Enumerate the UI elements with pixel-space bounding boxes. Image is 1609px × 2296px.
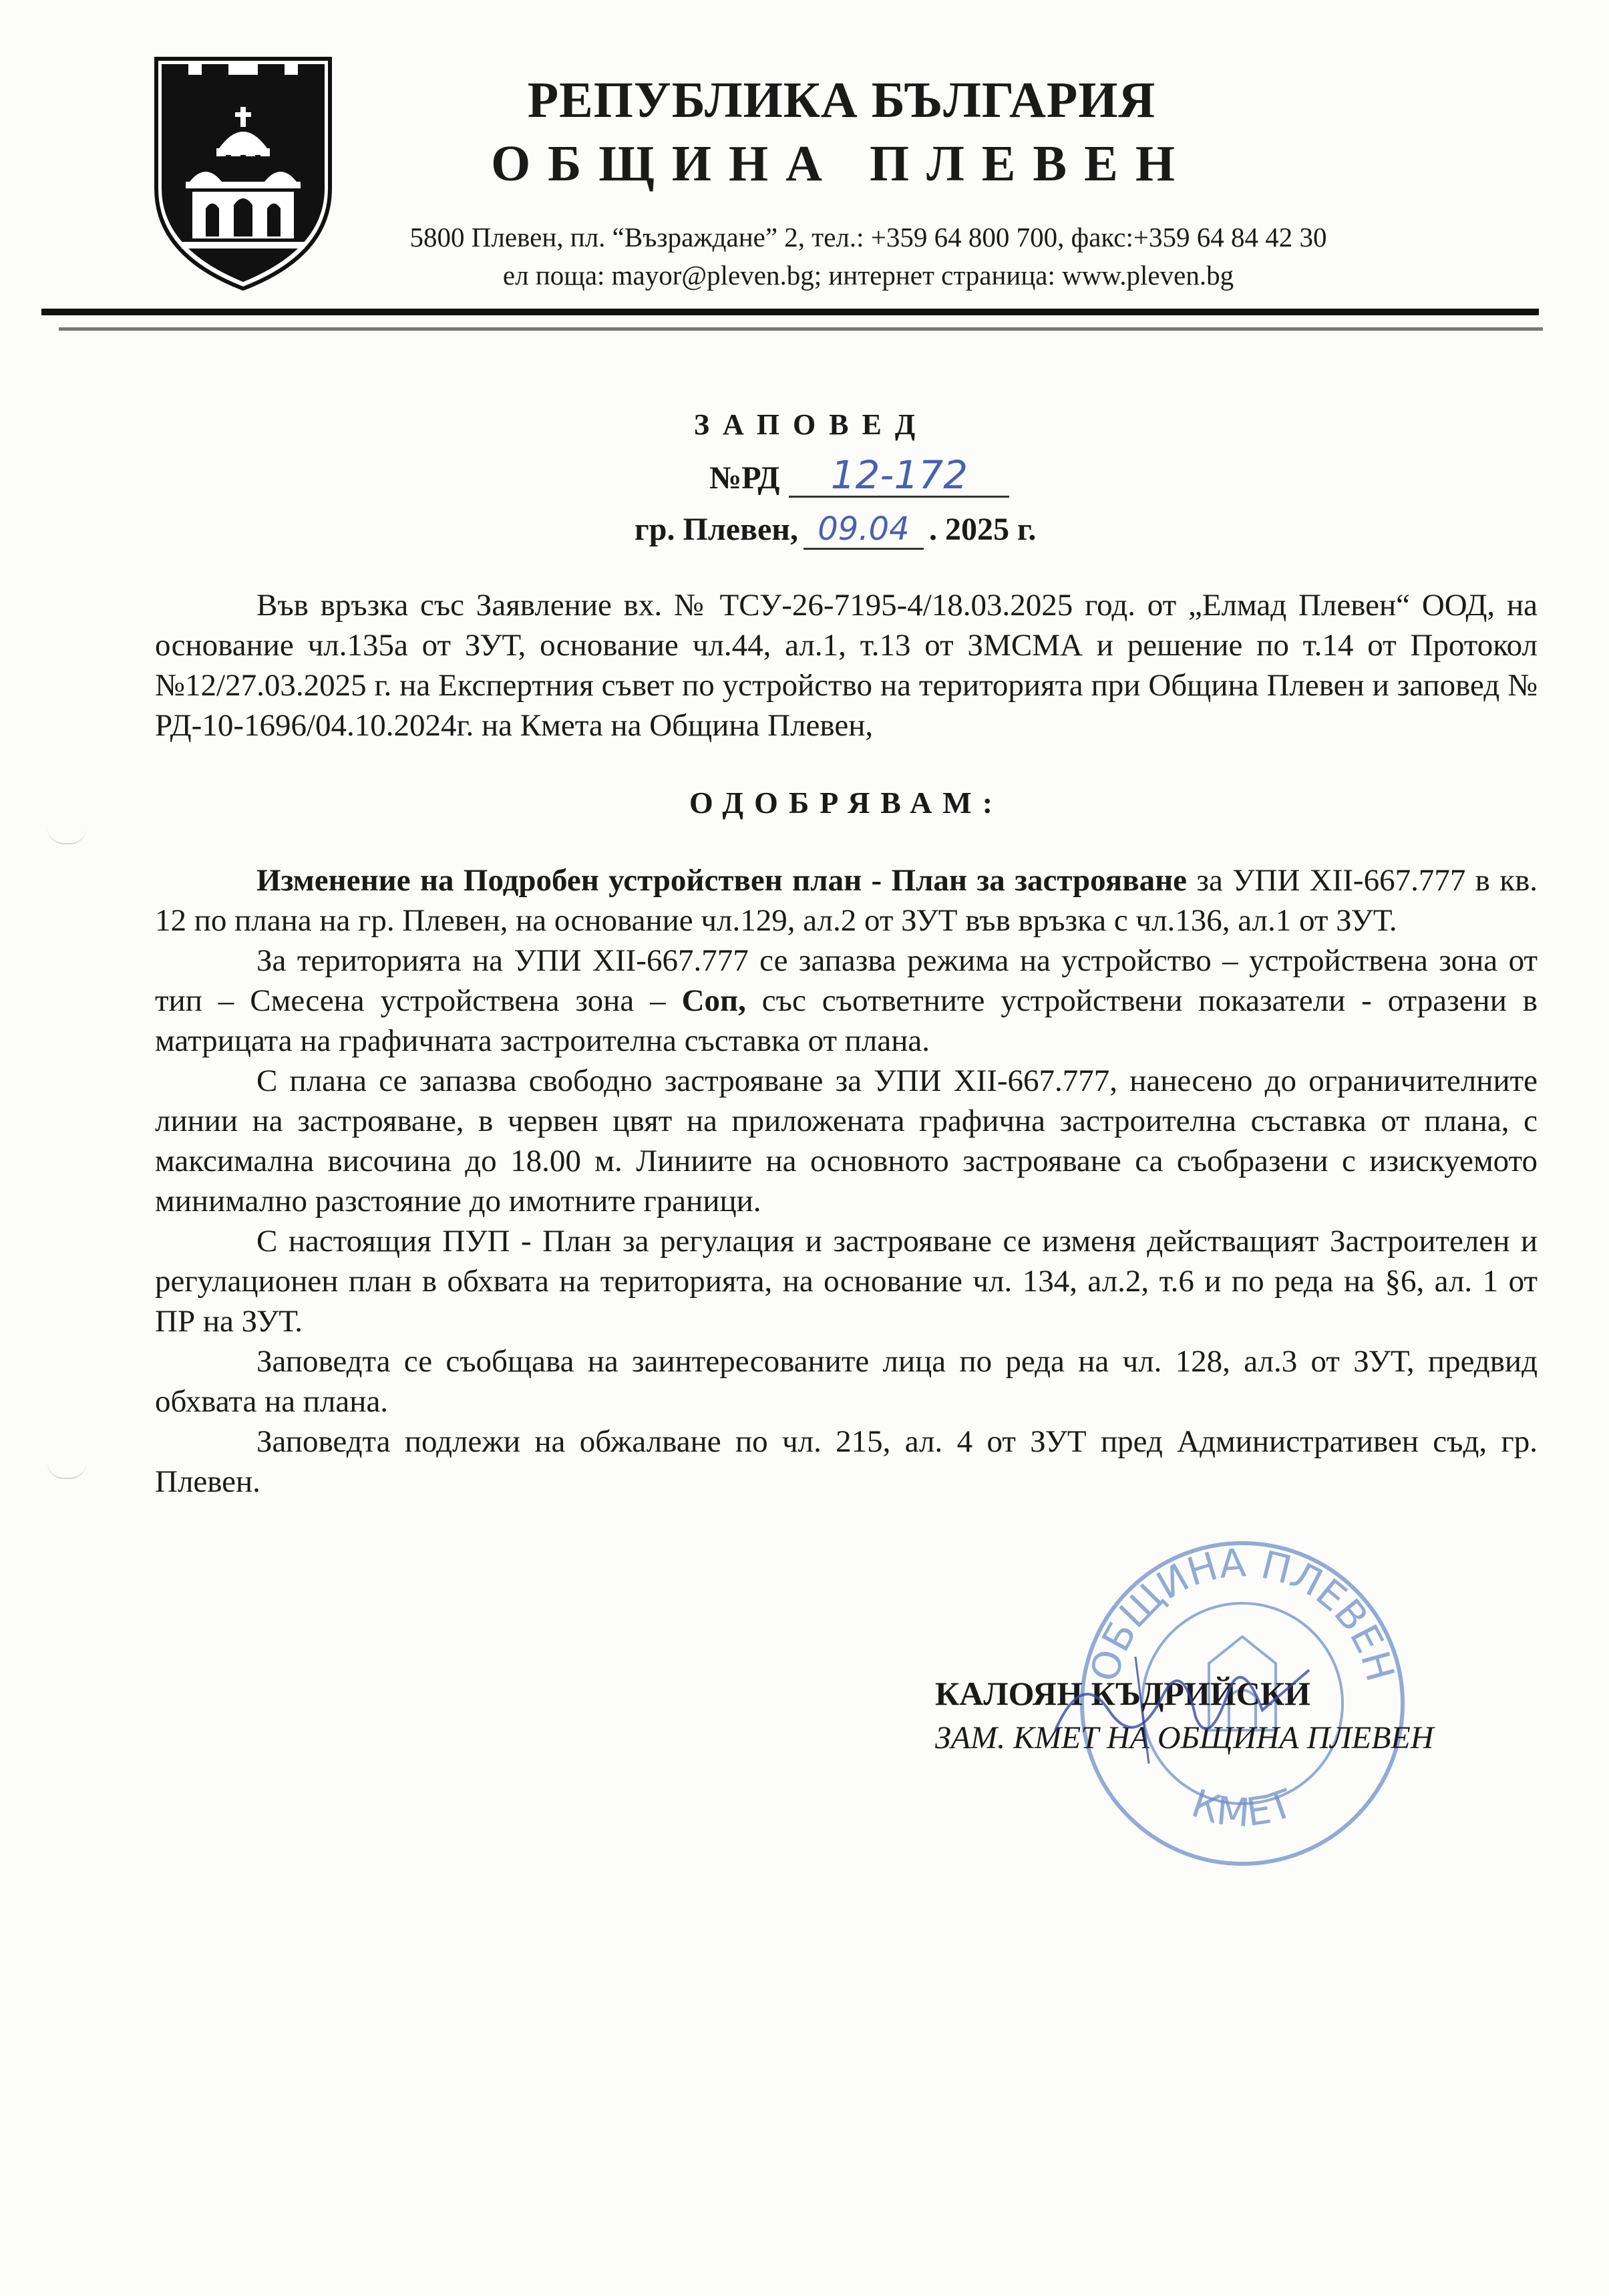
- contact-line: ел поща: mayor@pleven.bg; интернет страница: www.pleven.bg: [502, 260, 1234, 291]
- municipality-title: ОБЩИНА ПЛЕВЕН: [491, 136, 1192, 192]
- paragraph-2: [155, 941, 1538, 1061]
- republic-title: РЕПУБЛИКА БЪЛГАРИЯ: [527, 72, 1156, 128]
- signatory-title: ЗАМ. КМЕТ НА ОБЩИНА ПЛЕВЕН: [935, 1720, 1434, 1756]
- order-date: [635, 506, 1036, 553]
- paragraph-1: [155, 860, 1538, 941]
- address-line: 5800 Плевен, пл. “Възраждане” 2, тел.: +359 64 800 700, факс:+359 64 84 42 30: [409, 222, 1327, 253]
- order-number: [709, 454, 1009, 501]
- order-date-suffix: . 2025 г.: [928, 512, 1037, 547]
- paragraph-1-rest: за УПИ XII-667.777 в кв. 12 по плана на гр. Плевен, на основание чл.129, ал.2 от ЗУТ във връзка с чл.136, ал.1 от ЗУТ.: [155, 863, 1538, 938]
- paragraph-5: Заповедта се съобщава на заинтересованите лица по реда на чл. 128, ал.3 от ЗУТ, предвид обхвата на плана.: [155, 1344, 1538, 1419]
- paragraph-2-bold: Соп,: [681, 983, 746, 1018]
- paragraph-6: Заповедта подлежи на обжалване по чл. 215, ал. 4 от ЗУТ пред Административен съд, гр. Плевен.: [155, 1424, 1538, 1499]
- header-divider-thin: [59, 327, 1543, 331]
- header-divider-thick: [41, 309, 1539, 315]
- handwritten-signature-icon: [1029, 1630, 1363, 1777]
- order-heading: ЗАПОВЕД: [693, 408, 929, 441]
- intro-paragraph: Във връзка със Заявление вх. № ТСУ-26-7195-4/18.03.2025 год. от „Елмад Плевен“ ООД, на основание чл.135а от ЗУТ, основание чл.44, ал.1, т.13 от ЗМСМА и решение по т.14 от Протокол №12/27.03.2025 г. на Експертния съвет по устройство на територията при Община Плевен и заповед № РД-10-1696/04.10.2024г. на Кмета на Община Плевен,: [155, 588, 1538, 743]
- paragraph-2-start: За територията на УПИ XII-667.777 се запазва режима на устройство – устройствена зона от тип – Смесена устройствена зона –: [155, 943, 1538, 1018]
- approve-heading: ОДОБРЯВАМ:: [689, 786, 1004, 820]
- paragraph-3: С плана се запазва свободно застрояване за УПИ XII-667.777, нанесено до ограничителните линии на застрояване, в червен цвят на приложената графична застроителна съставка от плана, с максимална височина до 18.00 м. Линиите на основното застрояване са съобразени с изискуемото минимално разстояние до имотните граници.: [155, 1063, 1538, 1218]
- punch-hole-mark: [47, 1462, 87, 1479]
- paragraph-2-end: със съответните устройствени показатели - отразени в матрицата на графичната застроителна съставка от плана.: [155, 983, 1538, 1058]
- order-number-prefix: №РД: [709, 460, 780, 496]
- order-body: [155, 585, 1538, 1502]
- stamp-text-bottom: КМЕТ: [1186, 1780, 1299, 1836]
- stamp-text-top: ОБЩИНА ПЛЕВЕН: [1081, 1540, 1404, 1687]
- paragraph-1-bold: Изменение на Подробен устройствен план - План за застрояване: [256, 863, 1188, 898]
- order-date-handwritten: 09.04: [803, 510, 924, 550]
- paragraph-4: С настоящия ПУП - План за регулация и застрояване се изменя действащият Застроителен и регулационен план в обхвата на територията, на основание чл. 134, ал.2, т.6 и по реда на §6, ал. 1 от ПР на ЗУТ.: [155, 1224, 1538, 1339]
- order-number-handwritten: 12-172: [789, 454, 1009, 498]
- punch-hole-mark: [47, 827, 87, 844]
- signatory-name: КАЛОЯН КЪДРИЙСКИ: [935, 1675, 1311, 1712]
- order-date-prefix: гр. Плевен,: [635, 512, 798, 547]
- pleven-crest-icon: [152, 55, 334, 292]
